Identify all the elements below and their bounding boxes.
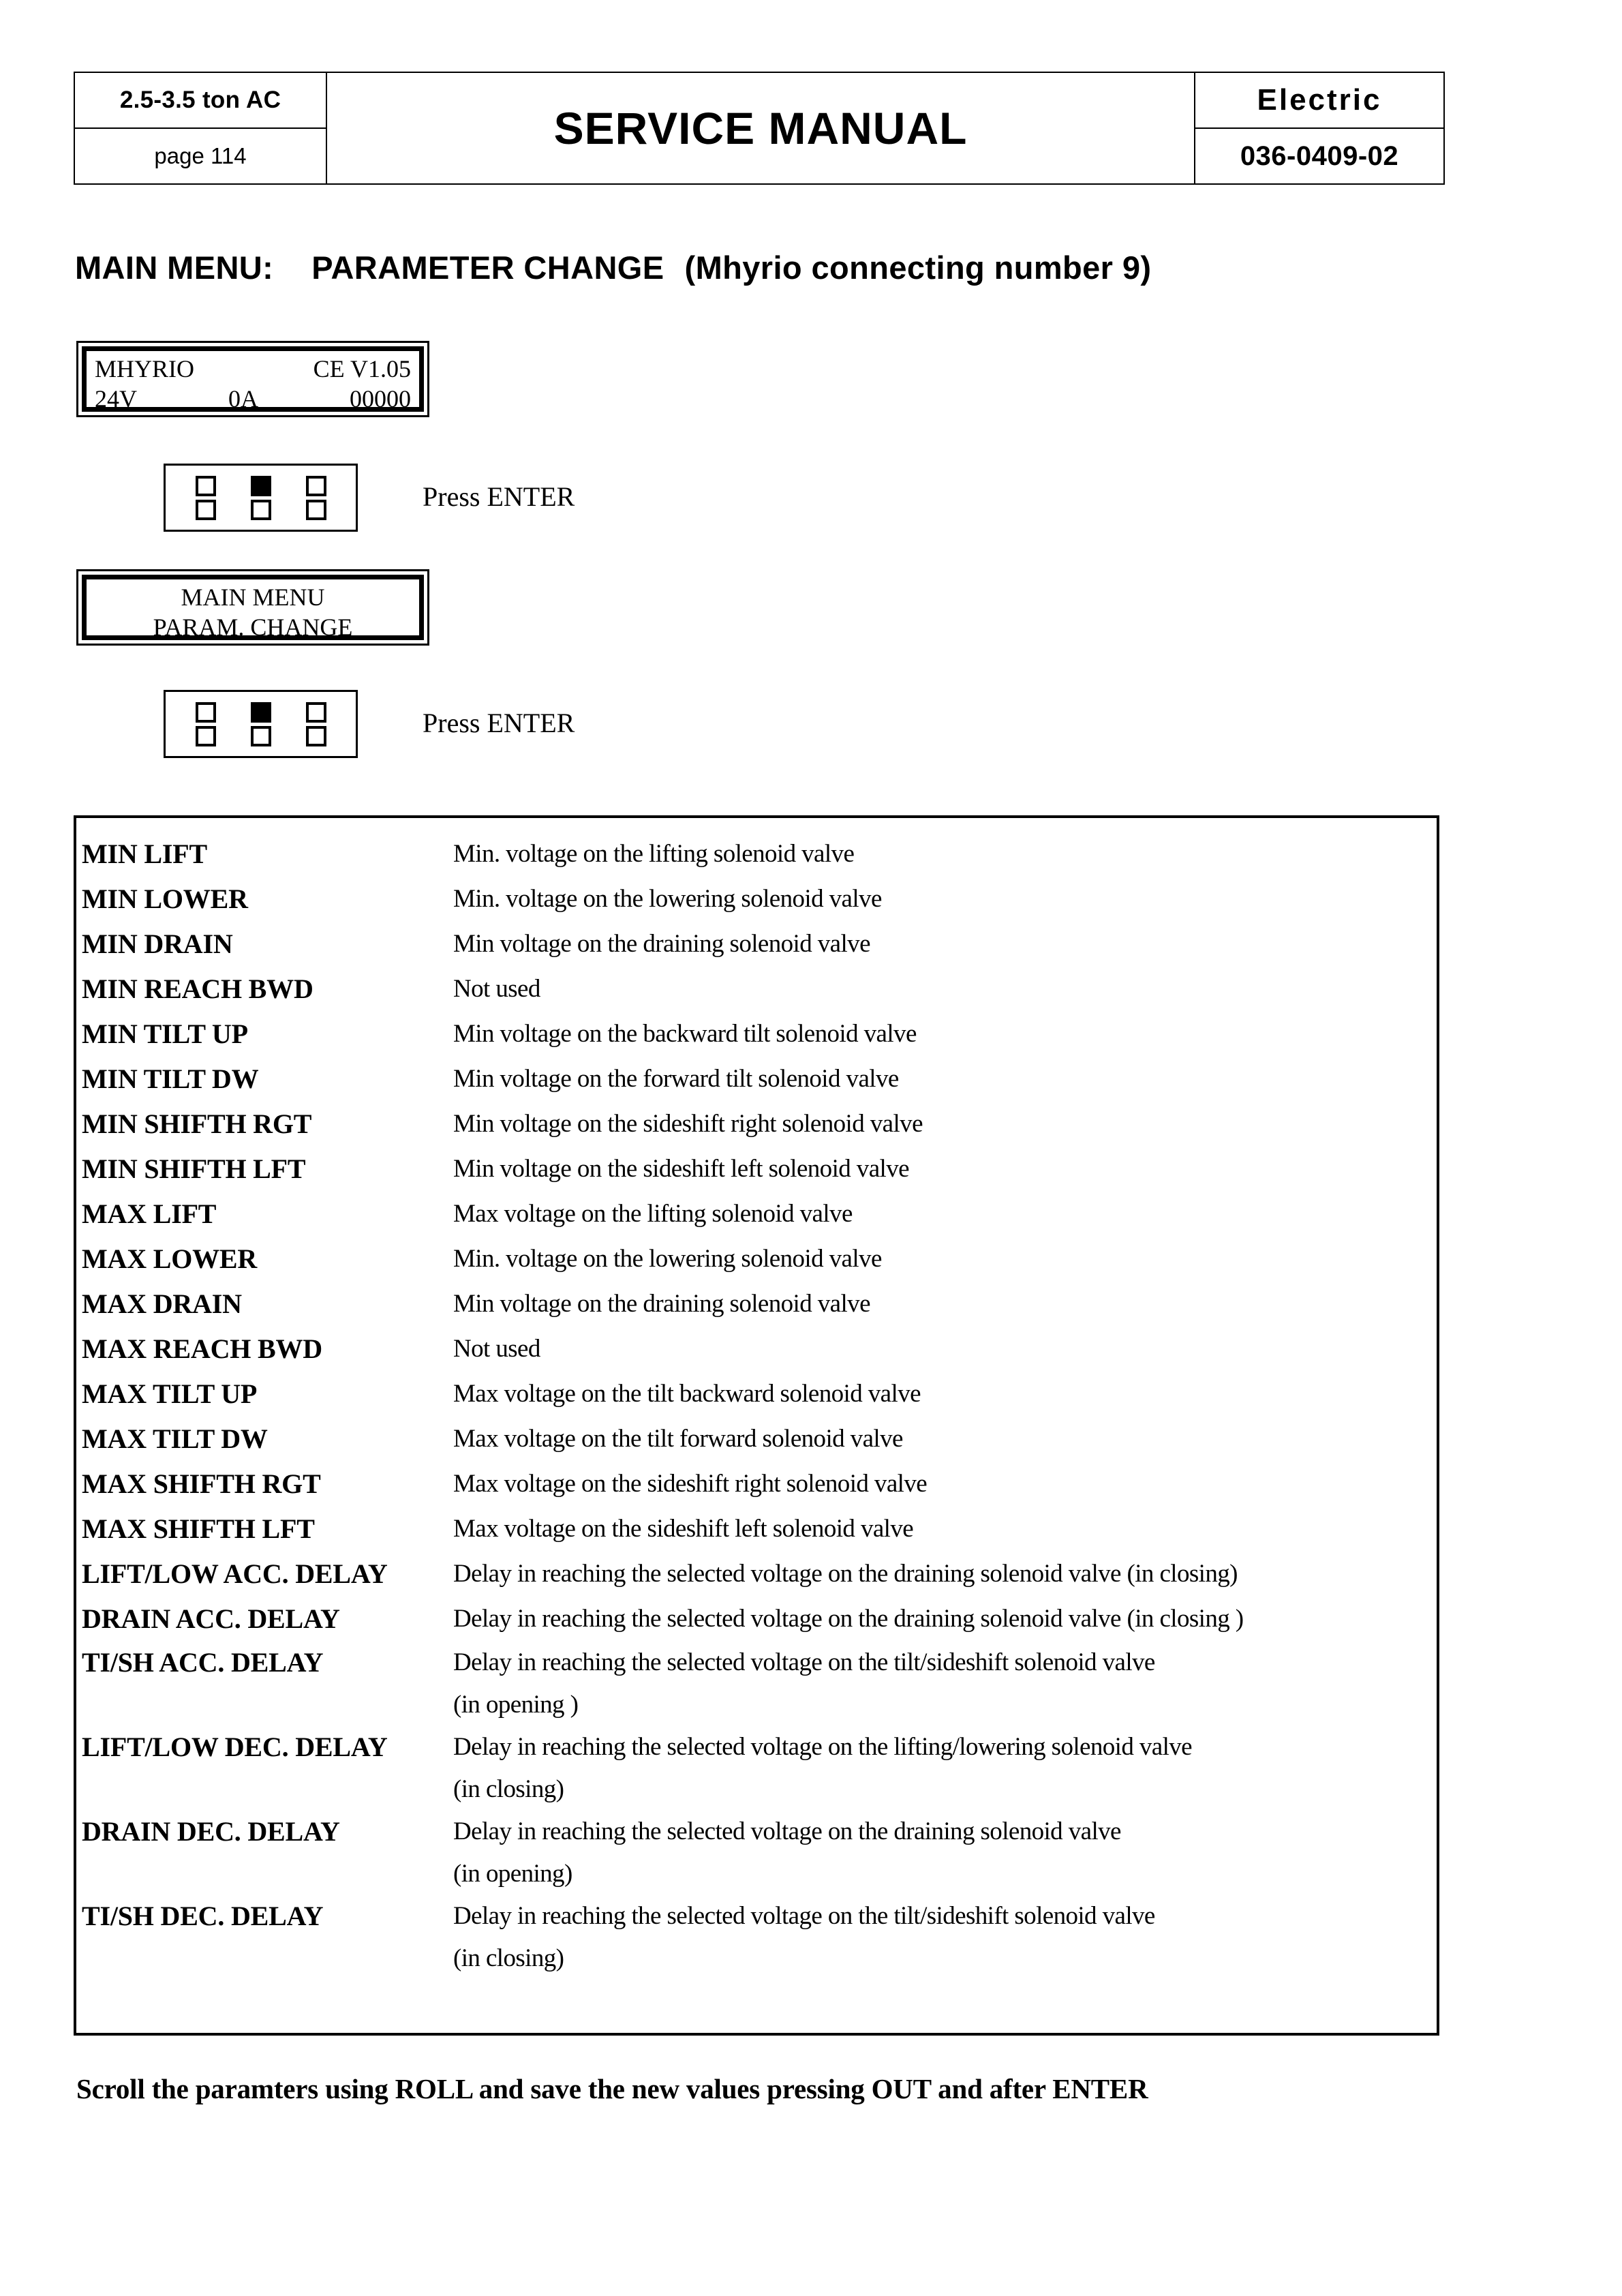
parameter-name: MIN TILT UP: [82, 1018, 248, 1049]
lcd-screen-startup: [82, 346, 424, 412]
parameter-description: [453, 1372, 1437, 1417]
parameter-description-line: Max voltage on the tilt forward solenoid valve: [453, 1425, 903, 1453]
parameter-description-line: Min. voltage on the lowering solenoid valve: [453, 1245, 882, 1273]
parameter-description: [453, 832, 1437, 877]
parameter-description-cell: [453, 832, 1437, 877]
parameter-name: TI/SH DEC. DELAY: [82, 1901, 324, 1931]
parameter-name-cell: [76, 1147, 453, 1192]
parameter-description-cell: [453, 1552, 1437, 1597]
parameter-name-cell: [76, 1192, 453, 1237]
section-menu-label: MAIN MENU:: [75, 250, 274, 286]
parameter-description: [453, 1012, 1437, 1057]
header-doccode-cell: [1195, 128, 1444, 184]
parameter-description: [453, 1811, 1437, 1895]
parameter-name-cell: [76, 1552, 453, 1597]
parameter-description-cell: [453, 1192, 1437, 1237]
parameter-description-line: Max voltage on the lifting solenoid valve: [453, 1200, 853, 1228]
parameter-description: [453, 1507, 1437, 1552]
parameter-description-cell: [453, 1282, 1437, 1327]
parameter-description-continuation: (in closing): [453, 1775, 564, 1803]
parameter-description-line: Min. voltage on the lifting solenoid valve: [453, 840, 855, 868]
table-row: [76, 877, 1437, 922]
parameter-name: MIN LOWER: [82, 883, 248, 914]
parameter-name-cell: [76, 1102, 453, 1147]
keypad-1-instruction: Press ENTER: [423, 481, 575, 512]
table-row: [76, 1012, 1437, 1057]
parameter-description-cell: [453, 877, 1437, 922]
key-top-right[interactable]: [306, 476, 326, 496]
table-row: [76, 1417, 1437, 1462]
lcd-firmware-version: CE V1.05: [313, 355, 411, 382]
table-row: [76, 1507, 1437, 1552]
lcd-hourmeter-value: 00000: [350, 385, 411, 412]
parameter-description: [453, 877, 1437, 922]
parameter-name-cell: [76, 1726, 453, 1811]
lcd-line-1: [95, 354, 411, 384]
parameter-name: MAX SHIFTH RGT: [82, 1468, 321, 1499]
parameter-description-cell: [453, 922, 1437, 967]
parameter-description-line: Delay in reaching the selected voltage on the tilt/sideshift solenoid valve: [453, 1902, 1155, 1930]
parameter-description-line: Delay in reaching the selected voltage on the tilt/sideshift solenoid valve: [453, 1648, 1155, 1676]
section-heading: [75, 249, 1151, 286]
parameter-description-line: Delay in reaching the selected voltage on the draining solenoid valve: [453, 1817, 1121, 1845]
parameter-name: MIN SHIFTH RGT: [82, 1108, 312, 1139]
parameter-description-line: Delay in reaching the selected voltage on the draining solenoid valve (in closing): [453, 1560, 1238, 1588]
parameter-description-cell: [453, 967, 1437, 1012]
parameter-name-cell: [76, 1327, 453, 1372]
lcd-voltage-value: 24V: [95, 385, 137, 412]
parameter-table: [76, 832, 1437, 1980]
document-header: [74, 72, 1445, 185]
parameter-description: [453, 1597, 1437, 1642]
lcd-current-value: 0A: [228, 385, 258, 412]
table-row: [76, 1192, 1437, 1237]
table-row: [76, 1811, 1437, 1895]
header-model-cell: [74, 72, 326, 128]
lcd-menu-item: PARAM. CHANGE: [153, 614, 353, 641]
key-bottom-right[interactable]: [306, 500, 326, 520]
table-row: [76, 1057, 1437, 1102]
parameter-description-cell: [453, 1147, 1437, 1192]
parameter-description-line: Max voltage on the sideshift left solenoid valve: [453, 1515, 914, 1543]
parameter-name: DRAIN ACC. DELAY: [82, 1603, 340, 1634]
parameter-description: [453, 1417, 1437, 1462]
parameter-name: MIN REACH BWD: [82, 973, 313, 1004]
parameter-description: [453, 1192, 1437, 1237]
parameter-name-cell: [76, 1372, 453, 1417]
parameter-description-line: Max voltage on the sideshift right solenoid valve: [453, 1470, 928, 1498]
parameter-description: [453, 1102, 1437, 1147]
keypad-step-2[interactable]: [164, 690, 358, 758]
parameter-name-cell: [76, 832, 453, 877]
parameter-name: MIN DRAIN: [82, 928, 233, 959]
parameter-name: MIN LIFT: [82, 839, 207, 869]
table-row: [76, 1726, 1437, 1811]
footer-instruction: Scroll the paramters using ROLL and save the new values pressing OUT and after ENTER: [76, 2073, 1148, 2104]
table-row: [76, 1462, 1437, 1507]
lcd-line-2: [95, 384, 411, 414]
parameter-name-cell: [76, 1462, 453, 1507]
table-row: [76, 1102, 1437, 1147]
parameter-description: [453, 1726, 1437, 1811]
document-code-label: 036-0409-02: [1240, 140, 1399, 171]
table-row: [76, 1282, 1437, 1327]
parameter-description-cell: [453, 1237, 1437, 1282]
parameter-description-cell: [453, 1895, 1437, 1980]
key-top-left[interactable]: [196, 702, 216, 723]
key-enter[interactable]: [251, 702, 271, 723]
parameter-name: MAX DRAIN: [82, 1288, 242, 1319]
table-row: [76, 1327, 1437, 1372]
parameter-description: [453, 1282, 1437, 1327]
parameter-description: [453, 967, 1437, 1012]
parameter-name: MAX LIFT: [82, 1198, 217, 1229]
parameter-description: [453, 1057, 1437, 1102]
parameter-name: MAX TILT DW: [82, 1423, 268, 1454]
parameter-name-cell: [76, 1811, 453, 1895]
section-note: (Mhyrio connecting number 9): [684, 250, 1152, 286]
page-number-label: page 114: [154, 143, 247, 168]
parameter-description-continuation: (in closing): [453, 1944, 564, 1972]
parameter-name-cell: [76, 1012, 453, 1057]
parameter-description-line: Min voltage on the forward tilt solenoid valve: [453, 1065, 899, 1093]
header-brand-cell: [1195, 72, 1444, 128]
parameter-name: MAX SHIFTH LFT: [82, 1513, 315, 1544]
parameter-description-line: Min voltage on the sideshift right solenoid valve: [453, 1110, 923, 1138]
parameter-description-cell: [453, 1462, 1437, 1507]
page-title: SERVICE MANUAL: [553, 103, 968, 153]
parameter-name-cell: [76, 1507, 453, 1552]
parameter-description: [453, 1642, 1437, 1726]
parameter-description-line: Min voltage on the sideshift left solenoid valve: [453, 1155, 909, 1183]
parameter-name: LIFT/LOW DEC. DELAY: [82, 1732, 388, 1762]
parameter-name-cell: [76, 1057, 453, 1102]
parameter-name-cell: [76, 1895, 453, 1980]
parameter-description-line: Min voltage on the draining solenoid valve: [453, 930, 870, 958]
parameter-name-cell: [76, 1417, 453, 1462]
lcd-screen-mainmenu: [82, 575, 424, 640]
parameter-description-cell: [453, 1102, 1437, 1147]
parameter-description: [453, 1147, 1437, 1192]
table-row: [76, 1552, 1437, 1597]
key-bottom-left[interactable]: [196, 726, 216, 746]
parameter-description-line: Delay in reaching the selected voltage on the draining solenoid valve (in closing ): [453, 1605, 1244, 1633]
parameter-name: LIFT/LOW ACC. DELAY: [82, 1558, 388, 1589]
parameter-description-cell: [453, 1642, 1437, 1726]
table-row: [76, 1147, 1437, 1192]
parameter-name: MAX REACH BWD: [82, 1333, 322, 1364]
keypad-step-1[interactable]: [164, 464, 358, 532]
parameter-name-cell: [76, 1282, 453, 1327]
parameter-description-cell: [453, 1372, 1437, 1417]
keypad-2-instruction: Press ENTER: [423, 708, 575, 738]
parameter-name: MIN TILT DW: [82, 1063, 259, 1094]
table-row: [76, 832, 1437, 877]
parameter-description-line: Not used: [453, 1335, 540, 1363]
parameter-description: [453, 1462, 1437, 1507]
key-top-right[interactable]: [306, 702, 326, 723]
lcd-display-mainmenu: [76, 569, 429, 646]
lcd-device-name: MHYRIO: [95, 355, 195, 382]
parameter-name-cell: [76, 877, 453, 922]
lcd-display-startup: [76, 341, 429, 417]
parameter-name-cell: [76, 922, 453, 967]
parameter-name-cell: [76, 967, 453, 1012]
key-enter[interactable]: [251, 476, 271, 496]
header-page-cell: [74, 128, 326, 184]
table-row: [76, 1372, 1437, 1417]
table-row: [76, 1642, 1437, 1726]
parameter-description-cell: [453, 1012, 1437, 1057]
parameter-name: TI/SH ACC. DELAY: [82, 1647, 324, 1678]
key-bottom-middle[interactable]: [251, 726, 271, 746]
brand-label: Electric: [1257, 83, 1382, 117]
key-top-left[interactable]: [196, 476, 216, 496]
header-title-cell: [326, 72, 1195, 184]
section-menu-name: PARAMETER CHANGE: [311, 250, 664, 286]
parameter-description: [453, 1237, 1437, 1282]
key-bottom-left[interactable]: [196, 500, 216, 520]
parameter-description-cell: [453, 1327, 1437, 1372]
parameter-name-cell: [76, 1642, 453, 1726]
parameter-description-line: Max voltage on the tilt backward solenoid valve: [453, 1380, 921, 1408]
table-row: [76, 1237, 1437, 1282]
key-bottom-right[interactable]: [306, 726, 326, 746]
parameter-description-continuation: (in opening): [453, 1860, 572, 1888]
parameter-description-continuation: (in opening ): [453, 1691, 579, 1719]
parameter-description-line: Delay in reaching the selected voltage on the lifting/lowering solenoid valve: [453, 1733, 1192, 1761]
parameter-name: MAX LOWER: [82, 1243, 258, 1274]
parameter-description-line: Not used: [453, 975, 540, 1003]
parameter-name-cell: [76, 1597, 453, 1642]
model-label: 2.5-3.5 ton AC: [119, 87, 281, 113]
parameter-name: MIN SHIFTH LFT: [82, 1153, 306, 1184]
parameter-description-cell: [453, 1507, 1437, 1552]
parameter-description-cell: [453, 1726, 1437, 1811]
table-row: [76, 922, 1437, 967]
parameter-description: [453, 1327, 1437, 1372]
table-row: [76, 967, 1437, 1012]
parameter-description: [453, 922, 1437, 967]
lcd-menu-title: MAIN MENU: [181, 584, 325, 611]
parameter-name: DRAIN DEC. DELAY: [82, 1816, 340, 1847]
parameter-description-cell: [453, 1417, 1437, 1462]
table-row: [76, 1597, 1437, 1642]
table-row: [76, 1895, 1437, 1980]
parameter-description: [453, 1552, 1437, 1597]
parameter-name: MAX TILT UP: [82, 1378, 258, 1409]
parameter-description-cell: [453, 1811, 1437, 1895]
parameter-list-box: [74, 815, 1439, 2036]
parameter-description-cell: [453, 1057, 1437, 1102]
parameter-name-cell: [76, 1237, 453, 1282]
parameter-description: [453, 1895, 1437, 1980]
parameter-description-cell: [453, 1597, 1437, 1642]
parameter-description-line: Min voltage on the backward tilt solenoid valve: [453, 1020, 917, 1048]
parameter-description-line: Min. voltage on the lowering solenoid valve: [453, 885, 882, 913]
key-bottom-middle[interactable]: [251, 500, 271, 520]
parameter-description-line: Min voltage on the draining solenoid valve: [453, 1290, 870, 1318]
